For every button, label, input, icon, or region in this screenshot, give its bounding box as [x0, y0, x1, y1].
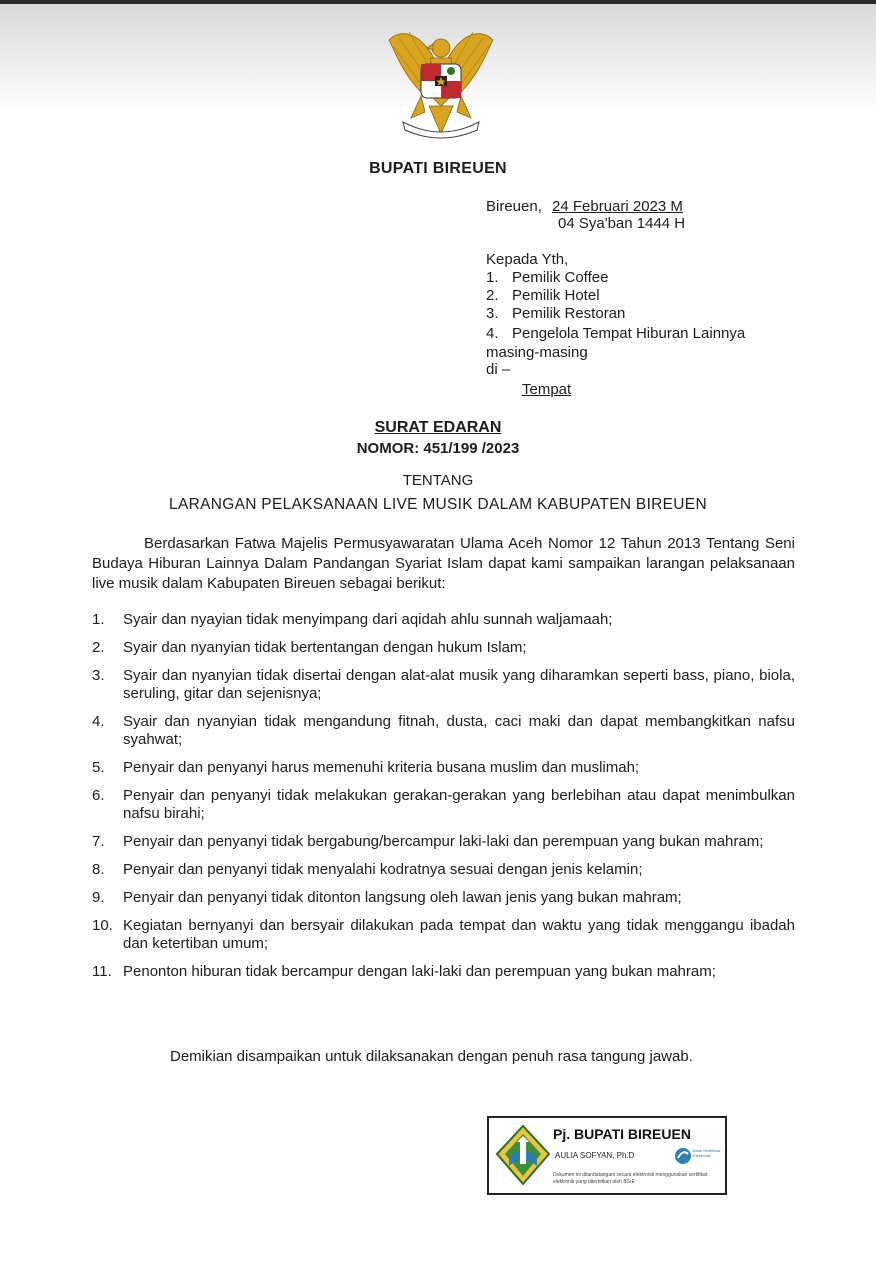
list-text: Syair dan nyanyian tidak disertai dengan alat-alat musik yang diharamkan seperti bass, piano, biola, seruling, gitar dan sejenisnya; [123, 667, 795, 702]
list-item [92, 889, 795, 907]
garuda-emblem-icon [381, 22, 501, 144]
bsre-label: Balai Sertifikasi Elektronik [693, 1148, 721, 1158]
recipient-num-2: 2. [486, 287, 499, 304]
date-gregorian: 24 Februari 2023 M [552, 198, 683, 215]
list-number: 5. [92, 759, 105, 776]
bireuen-regency-logo-icon [495, 1124, 551, 1186]
surat-subject: LARANGAN PELAKSANAAN LIVE MUSIK DALAM KABUPATEN BIREUEN [169, 496, 707, 513]
list-number: 6. [92, 787, 105, 804]
list-text: Syair dan nyayian tidak menyimpang dari aqidah ahlu sunnah waljamaah; [123, 611, 613, 628]
list-number: 4. [92, 713, 105, 730]
recipient-item-1: Pemilik Coffee [512, 269, 609, 286]
list-number: 2. [92, 639, 105, 656]
list-text: Syair dan nyanyian tidak bertentangan dengan hukum Islam; [123, 639, 527, 656]
prohibition-list [92, 611, 795, 991]
surat-tentang: TENTANG [402, 472, 474, 489]
list-number: 11. [92, 963, 112, 980]
list-text: Penyair dan penyanyi tidak bergabung/bercampur laki-laki dan perempuan yang bukan mahram; [123, 833, 764, 850]
recipient-tempat: Tempat [522, 381, 572, 398]
list-number: 3. [92, 667, 105, 684]
list-text: Penyair dan penyanyi tidak ditonton langsung oleh lawan jenis yang bukan mahram; [123, 889, 682, 906]
list-item [92, 963, 795, 981]
list-item [92, 713, 795, 749]
recipient-item-3: Pemilik Restoran [512, 305, 626, 322]
list-item [92, 759, 795, 777]
list-item [92, 611, 795, 629]
surat-number: NOMOR: 451/199 /2023 [356, 440, 520, 457]
recipient-num-3: 3. [486, 305, 499, 322]
list-number: 7. [92, 833, 105, 850]
list-text: Kegiatan bernyanyi dan bersyair dilakukan pada tempat dan waktu yang tidak menggangu ibadah dan ketertiban umum; [123, 917, 795, 952]
recipient-item-4: Pengelola Tempat Hiburan Lainnya [512, 325, 746, 342]
list-item [92, 667, 795, 703]
list-item [92, 833, 795, 851]
list-text: Penyair dan penyanyi harus memenuhi kriteria busana muslim dan muslimah; [123, 759, 640, 776]
list-text: Penyair dan penyanyi tidak menyalahi kodratnya sesuai dengan jenis kelamin; [123, 861, 643, 878]
recipient-num-1: 1. [486, 269, 499, 286]
list-item [92, 917, 795, 953]
recipient-intro: Kepada Yth, [486, 251, 569, 268]
list-number: 8. [92, 861, 105, 878]
list-text: Penonton hiburan tidak bercampur dengan laki-laki dan perempuan yang bukan mahram; [123, 963, 716, 980]
list-item [92, 787, 795, 823]
list-item [92, 861, 795, 879]
closing-statement: Demikian disampaikan untuk dilaksanakan dengan penuh rasa tangung jawab. [170, 1048, 693, 1065]
recipient-num-4: 4. [486, 325, 499, 342]
list-number: 10. [92, 917, 113, 934]
list-item [92, 639, 795, 657]
list-number: 1. [92, 611, 105, 628]
signatory-name: AULIA SOFYAN, Ph.D [555, 1151, 635, 1160]
intro-paragraph: Berdasarkan Fatwa Majelis Permusyawaratan Ulama Aceh Nomor 12 Tahun 2013 Tentang Seni Budaya Hiburan Lainnya Dalam Pandangan Syariat Islam dapat kami sampaikan larangan pelaksanaan live musik dalam Kabupaten Bireuen sebagai berikut: [92, 535, 795, 592]
recipient-item-2: Pemilik Hotel [512, 287, 600, 304]
signature-note: Dokumen ini ditandatangani secara elektronik menggunakan sertifikat elektronik yang diterbitkan oleh BSrE [553, 1172, 708, 1185]
list-text: Penyair dan penyanyi tidak melakukan gerakan-gerakan yang berlebihan atau dapat menimbulkan nafsu birahi; [123, 787, 795, 822]
recipient-masing: masing-masing [486, 344, 588, 361]
list-number: 9. [92, 889, 105, 906]
recipient-di: di – [486, 361, 511, 378]
list-text: Syair dan nyanyian tidak mengandung fitnah, dusta, caci maki dan dapat membangkitkan nafsu syahwat; [123, 713, 795, 748]
document-title: BUPATI BIREUEN [369, 160, 507, 177]
surat-edaran-title: SURAT EDARAN [374, 419, 502, 436]
electronic-signature-box [487, 1116, 727, 1195]
signatory-title: Pj. BUPATI BIREUEN [553, 1126, 691, 1142]
date-hijri: 04 Sya'ban 1444 H [558, 215, 686, 232]
date-place: Bireuen, [486, 198, 542, 215]
